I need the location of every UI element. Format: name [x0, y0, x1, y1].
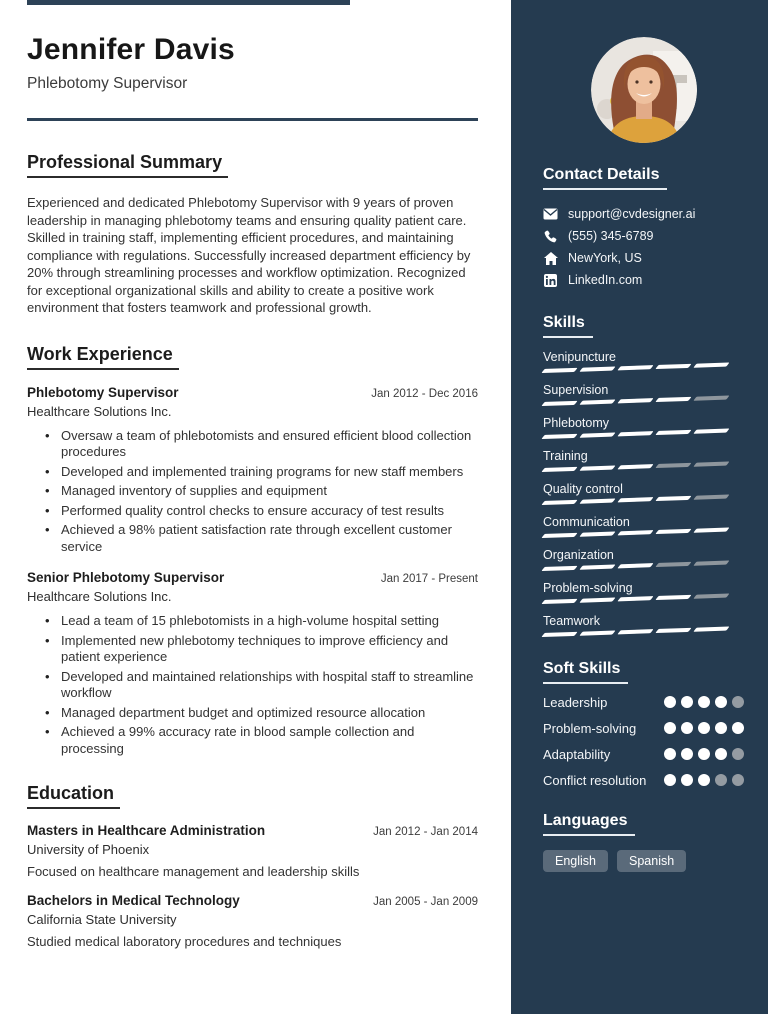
language-chip: Spanish	[617, 850, 686, 872]
linkedin-icon	[543, 273, 558, 287]
job-bullets	[45, 428, 478, 556]
profile-photo	[591, 37, 697, 143]
soft-skill-item	[543, 746, 744, 763]
skill-item	[543, 515, 744, 538]
skill-bar-segment	[541, 533, 577, 538]
degree-title: Masters in Healthcare Administration	[27, 823, 266, 838]
skill-bar-segment	[655, 463, 691, 468]
skill-item	[543, 416, 744, 439]
soft-skill-dot	[681, 696, 693, 708]
degree-header	[27, 893, 478, 908]
skill-bar-segment	[693, 428, 729, 433]
soft-skill-label: Problem-solving	[543, 721, 637, 736]
skill-bar-segment	[579, 399, 615, 404]
envelope-icon	[543, 207, 558, 221]
soft-skill-item	[543, 694, 744, 711]
job-dates: Jan 2012 - Dec 2016	[371, 387, 478, 400]
summary-text: Experienced and dedicated Phlebotomy Supervisor with 9 years of proven leadership in managing phlebotomy teams and ensuring quality patient care. Skilled in training staff, implementing efficient procedures, and maintaining compliance with regulations. Successfully increased department efficiency by 20% through streamlining processes and workflow optimization. Recognized for exceptional organizational skills and ability to create a positive work environment that fosters teamwork and professional growth.	[27, 195, 471, 315]
skill-bar-segment	[541, 401, 577, 406]
skill-bar-segment	[693, 593, 729, 598]
soft-skill-dot	[732, 696, 744, 708]
skill-bar-segment	[579, 531, 615, 536]
skill-label: Supervision	[543, 383, 609, 397]
skill-bar-segment	[579, 630, 615, 635]
skill-label: Problem-solving	[543, 581, 633, 595]
soft-skill-dot	[715, 722, 727, 734]
work-experience-section	[27, 344, 478, 758]
job-bullet: • Managed inventory of supplies and equipment	[45, 483, 478, 500]
skill-bar-segment	[541, 566, 577, 571]
skill-bar-segment	[693, 626, 729, 631]
soft-skill-dot	[715, 696, 727, 708]
skill-bar-segment	[579, 564, 615, 569]
skill-bar-segment	[655, 496, 691, 501]
candidate-job-title: Phlebotomy Supervisor	[27, 75, 188, 92]
job-bullet: • Performed quality control checks to ensure accuracy of test results	[45, 503, 478, 520]
sidebar	[511, 0, 768, 1014]
skill-label: Quality control	[543, 482, 623, 496]
soft-skill-dots	[664, 774, 744, 786]
degrees-list	[27, 823, 478, 949]
soft-skill-dot	[698, 748, 710, 760]
job-bullet: • Oversaw a team of phlebotomists and ensured efficient blood collection procedures	[45, 428, 478, 461]
education-heading: Education	[27, 783, 120, 809]
job-dates: Jan 2017 - Present	[380, 573, 478, 585]
skill-label: Communication	[543, 515, 630, 529]
skill-bar-segment	[655, 397, 691, 402]
skill-bar-segment	[617, 563, 653, 568]
degree-school: University of Phoenix	[27, 842, 150, 857]
skill-item	[543, 383, 744, 406]
skill-item	[543, 482, 744, 505]
soft-skill-dot	[664, 774, 676, 786]
skill-bar-segment	[579, 465, 615, 470]
skill-bar-segment	[617, 530, 653, 535]
soft-skill-dot	[698, 696, 710, 708]
skill-bar-segment	[655, 430, 691, 435]
soft-skill-label: Adaptability	[543, 747, 611, 762]
skill-bar-segment	[617, 431, 653, 436]
contact-item	[543, 203, 744, 225]
skills-heading: Skills	[543, 314, 593, 338]
job-header	[27, 570, 478, 585]
contact-item	[543, 247, 744, 269]
languages-heading: Languages	[543, 812, 635, 836]
skill-item	[543, 449, 744, 472]
degree-title: Bachelors in Medical Technology	[27, 893, 240, 908]
skill-bar-segment	[655, 628, 691, 633]
contact-list	[543, 203, 744, 291]
education-section	[27, 783, 478, 949]
job-bullet: • Managed department budget and optimized resource allocation	[45, 705, 478, 722]
skill-item	[543, 548, 744, 571]
job-company: Healthcare Solutions Inc.	[27, 589, 172, 604]
job-bullets	[45, 613, 478, 757]
skill-bar-segment	[693, 461, 729, 466]
skills-section	[543, 314, 744, 637]
skill-bar-segment	[693, 395, 729, 400]
soft-skill-dot	[681, 722, 693, 734]
soft-skills-list	[543, 694, 744, 789]
skill-bar-segment	[579, 432, 615, 437]
summary-heading: Professional Summary	[27, 152, 228, 178]
job-bullet: • Achieved a 99% accuracy rate in blood sample collection and processing	[45, 724, 478, 757]
contact-text: NewYork, US	[568, 251, 642, 265]
soft-skill-label: Leadership	[543, 695, 608, 710]
soft-skills-section	[543, 660, 744, 789]
skill-bar-segment	[579, 597, 615, 602]
skill-label: Phlebotomy	[543, 416, 610, 430]
home-icon	[543, 251, 558, 265]
soft-skill-dot	[664, 748, 676, 760]
contact-text: LinkedIn.com	[568, 273, 643, 287]
contact-item	[543, 269, 744, 291]
skill-bar-segment	[655, 529, 691, 534]
header-divider	[27, 118, 478, 121]
skill-bar-segment	[617, 596, 653, 601]
top-accent-bar	[27, 0, 350, 5]
soft-skill-label: Conflict resolution	[543, 773, 647, 788]
skill-label: Organization	[543, 548, 614, 562]
job-title: Senior Phlebotomy Supervisor	[27, 570, 225, 585]
skills-list	[543, 350, 744, 637]
skill-bar-segment	[655, 364, 691, 369]
soft-skill-dots	[664, 696, 744, 708]
skill-bar-segment	[579, 498, 615, 503]
degree-header	[27, 823, 478, 838]
soft-skill-item	[543, 720, 744, 737]
skill-bar-segment	[541, 599, 577, 604]
skill-label: Training	[543, 449, 588, 463]
job-entry	[27, 570, 478, 757]
soft-skill-dot	[715, 748, 727, 760]
candidate-name: Jennifer Davis	[27, 33, 235, 66]
skill-bar-segment	[693, 494, 729, 499]
soft-skill-dot	[732, 722, 744, 734]
soft-skill-dot	[715, 774, 727, 786]
job-company: Healthcare Solutions Inc.	[27, 403, 172, 419]
job-bullet: • Developed and implemented training programs for new staff members	[45, 464, 478, 481]
skill-bar-segment	[541, 434, 577, 439]
job-bullet: • Lead a team of 15 phlebotomists in a high-volume hospital setting	[45, 613, 478, 630]
contact-heading: Contact Details	[543, 166, 667, 190]
degree-school: California State University	[27, 912, 177, 927]
soft-skill-dot	[664, 696, 676, 708]
soft-skill-dots	[664, 722, 744, 734]
soft-skill-dot	[698, 774, 710, 786]
skill-bar-segment	[655, 562, 691, 567]
experience-heading: Work Experience	[27, 344, 179, 370]
phone-icon	[543, 229, 558, 243]
degree-entry	[27, 893, 478, 949]
contact-section	[543, 166, 744, 291]
job-entry	[27, 385, 478, 556]
soft-skill-dot	[732, 748, 744, 760]
professional-summary-section	[27, 152, 478, 317]
skill-label: Venipuncture	[543, 350, 616, 364]
soft-skill-item	[543, 772, 744, 789]
skill-item	[543, 350, 744, 373]
soft-skill-dot	[681, 748, 693, 760]
avatar-illustration	[591, 37, 697, 143]
job-bullet: • Developed and maintained relationships with hospital staff to streamline workflow	[45, 669, 478, 702]
skill-bar-segment	[617, 497, 653, 502]
soft-skill-dot	[664, 722, 676, 734]
language-chip: English	[543, 850, 608, 872]
skill-bar-segment	[541, 467, 577, 472]
skill-bar-segment	[655, 595, 691, 600]
skill-bar-segment	[617, 464, 653, 469]
contact-item	[543, 225, 744, 247]
skill-bar-segment	[541, 632, 577, 637]
languages-section	[543, 812, 744, 872]
skill-item	[543, 581, 744, 604]
degree-entry	[27, 823, 478, 879]
skill-bar-segment	[693, 560, 729, 565]
contact-text: support@cvdesigner.ai	[568, 207, 696, 221]
job-bullet: • Achieved a 98% patient satisfaction rate through excellent customer service	[45, 522, 478, 555]
soft-skill-dot	[681, 774, 693, 786]
skill-bar-segment	[693, 527, 729, 532]
contact-text: (555) 345-6789	[568, 229, 654, 243]
skill-bar-segment	[541, 368, 577, 373]
soft-skill-dot	[698, 722, 710, 734]
skill-bar-segment	[617, 629, 653, 634]
skill-bar-segment	[617, 398, 653, 403]
skill-bar-segment	[693, 362, 729, 367]
degree-description: Studied medical laboratory procedures and techniques	[27, 934, 342, 949]
skill-label: Teamwork	[543, 614, 600, 628]
soft-skill-dots	[664, 748, 744, 760]
job-title: Phlebotomy Supervisor	[27, 384, 179, 400]
job-header	[27, 385, 478, 400]
skill-bar-segment	[541, 500, 577, 505]
degree-dates: Jan 2005 - Jan 2009	[373, 896, 478, 908]
degree-description: Focused on healthcare management and leadership skills	[27, 864, 360, 879]
soft-skill-dot	[732, 774, 744, 786]
skill-item	[543, 614, 744, 637]
languages-list	[543, 850, 744, 872]
degree-dates: Jan 2012 - Jan 2014	[373, 826, 478, 838]
jobs-list	[27, 385, 478, 758]
soft-skills-heading: Soft Skills	[543, 660, 628, 684]
job-bullet: • Implemented new phlebotomy techniques to improve efficiency and patient experience	[45, 633, 478, 666]
skill-bar-segment	[579, 366, 615, 371]
skill-bar-segment	[617, 365, 653, 370]
